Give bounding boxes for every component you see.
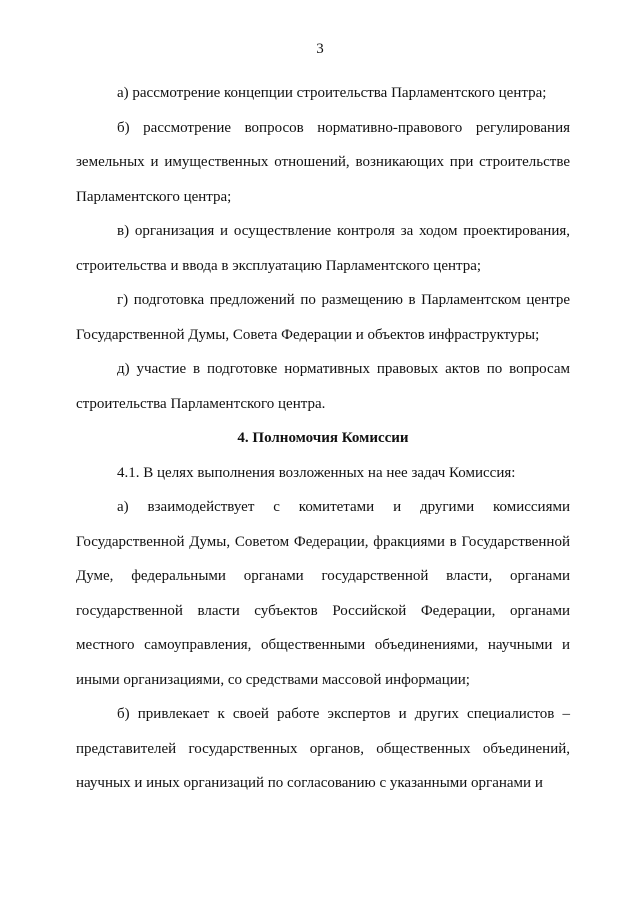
section-intro: 4.1. В целях выполнения возложенных на нее задач Комиссия:: [117, 464, 516, 481]
page-number: 3: [316, 41, 324, 57]
section-heading: 4. Полномочия Комиссии: [237, 430, 409, 446]
section-item-b: б) привлекает к своей работе экспертов и других специалистов – представителей государственных органов, общественных объединений, научных и иных организаций по согласованию с указанными органами и: [76, 706, 570, 791]
paragraph-a: а) рассмотрение концепции строительства Парламентского центра;: [117, 85, 547, 101]
paragraph-b: б) рассмотрение вопросов нормативно-правового регулирования земельных и имущественных отношений, возникающих при строительстве Парламентского центра;: [76, 119, 570, 205]
paragraph-g: г) подготовка предложений по размещению в Парламентском центре Государственной Думы, Совета Федерации и объектов инфраструктуры;: [76, 292, 570, 343]
section-item-a: а) взаимодействует с комитетами и другими комиссиями Государственной Думы, Советом Федерации, фракциями в Государственной Думе, федеральными органами государственной власти, органами государственной власти субъектов Российской Федерации, органами местного самоуправления, общественными объединениями, научными и иными организациями, со средствами массовой информации;: [76, 499, 570, 688]
paragraph-d: д) участие в подготовке нормативных правовых актов по вопросам строительства Парламентского центра.: [76, 361, 570, 412]
document-body: [76, 76, 570, 801]
paragraph-v: в) организация и осуществление контроля за ходом проектирования, строительства и ввода в эксплуатацию Парламентского центра;: [76, 223, 570, 274]
